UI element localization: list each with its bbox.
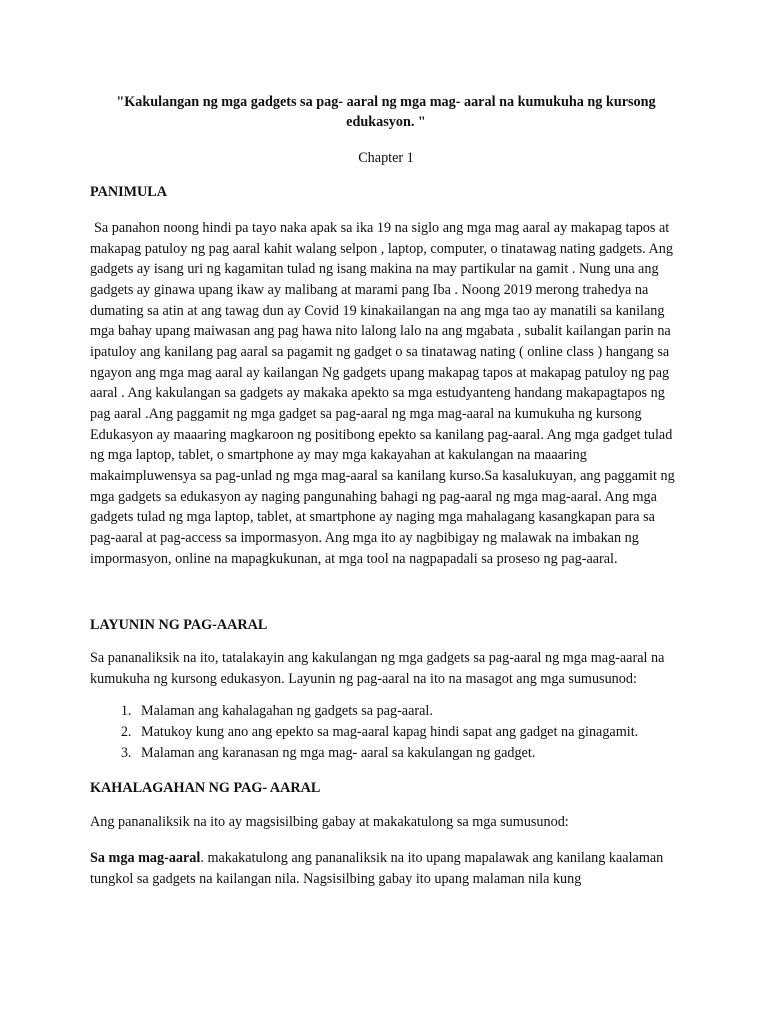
chapter-label: Chapter 1 [358, 150, 414, 166]
subsection-label: Sa mga mag-aaral [90, 850, 201, 867]
section-heading-layunin: LAYUNIN NG PAG-AARAL [90, 617, 268, 634]
list-item: 2. Matukoy kung ano ang epekto sa mag-aaral kapag hindi sapat ang gadget na ginagamit. [135, 722, 682, 743]
list-item: 1. Malaman ang kahalagahan ng gadgets sa pag-aaral. [135, 701, 682, 722]
subsection-text: . makakatulong ang pananaliksik na ito upang mapalawak ang kanilang kaalaman tungkol sa gadgets na kailangan nila. Nagsisilbing gabay ito upang malaman nila kung [90, 850, 664, 887]
list-item: 3. Malaman ang karanasan ng mga mag- aaral sa kakulangan ng gadget. [135, 743, 682, 764]
kahalagahan-paragraph: Ang pananaliksik na ito ay magsisilbing gabay at makakatulong sa mga sumusunod: [90, 814, 569, 831]
document-title: "Kakulangan ng mga gadgets sa pag- aaral ng mga mag- aaral na kumukuha ng kursong edukasyon. " [116, 94, 656, 130]
layunin-paragraph: Sa pananaliksik na ito, tatalakayin ang kakulangan ng mga gadgets sa pag-aaral ng mga mag-aaral na kumukuha ng kursong edukasyon. Layunin ng pag-aaral na ito na masagot ang mga sumusunod: [90, 650, 665, 687]
objectives-list [90, 701, 682, 764]
panimula-paragraph: Sa panahon noong hindi pa tayo naka apak sa ika 19 na siglo ang mga mag aaral ay makapag tapos at makapag patuloy ng pag aaral kahit walang selpon , laptop, computer, o tinatawag nating gadgets. Ang gadgets ay isang uri ng kagamitan tulad ng isang makina na may partikular na gamit . Nung una ang gadgets ay ginawa upang ikaw ay malibang at marami pang Iba . Noong 2019 merong trahedya na dumating sa atin at ang tawag dun ay Covid 19 kinakailangan na ang mga tao ay manatili sa kanilang mga bahay upang maiwasan ang pag hawa nito lalong lalo na ang mgabata , subalit kailangan parin na ipatuloy ang kanilang pag aaral sa pagamit ng gadget o sa tinatawag nating ( online class ) hangang sa ngayon ang mga mag aaral ay kailangan Ng gadgets upang makapag tapos at makapag patuloy ng pag aaral . Ang kakulangan sa gadgets ay makaka apekto sa mga estudyanteng handang makapagtapos ng pag aaral .Ang paggamit ng mga gadget sa pag-aaral ng mga mag-aaral na kumukuha ng kursong Edukasyon ay maaaring magkaroon ng positibong epekto sa kanilang pag-aaral. Ang mga gadget tulad ng mga laptop, tablet, o smartphone ay may mga kakayahan at kakulangan na maaaring makaimpluwensya sa pag-unlad ng mga mag-aaral sa kanilang kurso.Sa kasalukuyan, ang paggamit ng mga gadgets sa edukasyon ay naging pangunahing bahagi ng pag-aaral ng mga mag-aaral. Ang mga gadgets tulad ng mga laptop, tablet, at smartphone ay naging mga mahalagang kasangkapan para sa pag-aaral at pag-access sa impormasyon. Ang mga ito ay nagbibigay ng malawak na imbakan ng impormasyon, online na mapagkukunan, at mga tool na nagpapadali sa proseso ng pag-aaral. [90, 220, 675, 567]
section-heading-panimula: PANIMULA [90, 184, 167, 200]
section-heading-kahalagahan: KAHALAGAHAN NG PAG- AARAL [90, 780, 321, 797]
kahalagahan-subsection [90, 848, 682, 889]
